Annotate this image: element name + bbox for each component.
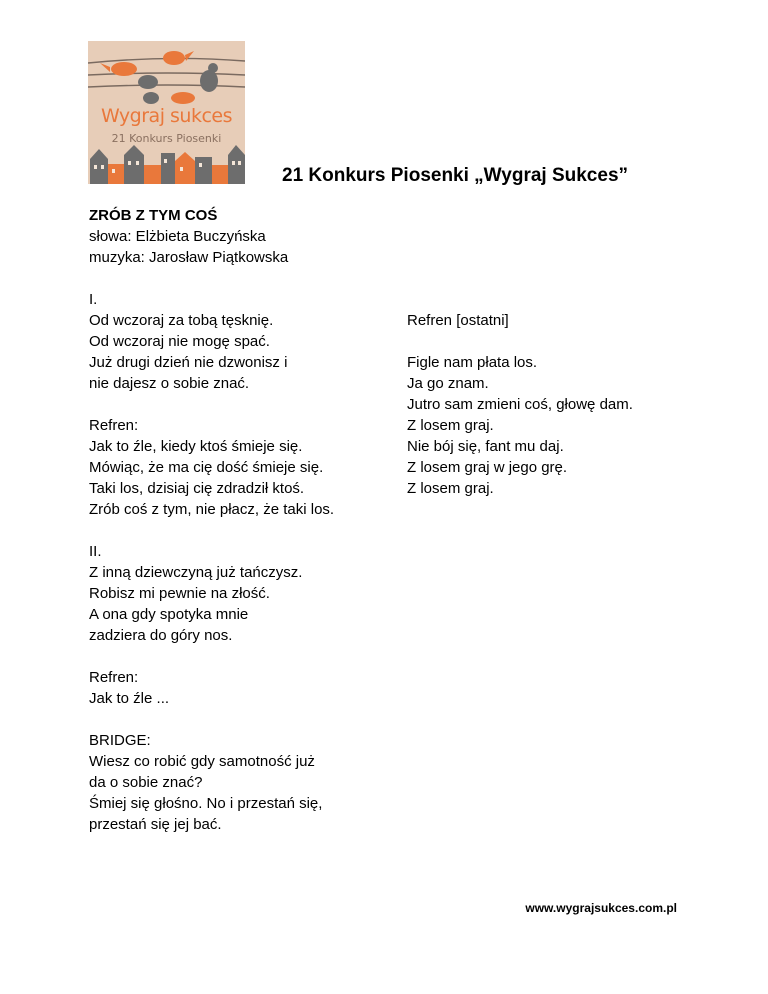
- lyric-line: Jutro sam zmieni coś, głowę dam.: [407, 396, 633, 413]
- lyrics-right-column: [407, 310, 707, 499]
- lyric-line: Zrób coś z tym, nie płacz, że taki los.: [89, 501, 335, 518]
- lyric-line: Jak to źle, kiedy ktoś śmieje się.: [89, 438, 303, 455]
- lyric-line: Jak to źle ...: [89, 690, 170, 707]
- verse-1-label: I.: [89, 291, 98, 308]
- lyric-line: Taki los, dzisiaj cię zdradził ktoś.: [89, 480, 305, 497]
- music-credit: muzyka: Jarosław Piątkowska: [89, 249, 289, 266]
- lyrics-credit: słowa: Elżbieta Buczyńska: [89, 228, 266, 245]
- lyric-line: Już drugi dzień nie dzwonisz i: [89, 354, 288, 371]
- song-title: ZRÓB Z TYM COŚ: [89, 207, 218, 224]
- contest-logo: [88, 41, 245, 184]
- lyric-line: Robisz mi pewnie na złość.: [89, 585, 270, 602]
- lyric-line: Mówiąc, że ma cię dość śmieje się.: [89, 459, 324, 476]
- footer-url: www.wygrajsukces.com.pl: [525, 901, 677, 915]
- bridge-label: BRIDGE:: [89, 732, 151, 749]
- lyric-line: Z losem graj.: [407, 480, 494, 497]
- lyric-line: Od wczoraj nie mogę spać.: [89, 333, 270, 350]
- lyric-line: Z inną dziewczyną już tańczysz.: [89, 564, 303, 581]
- lyric-line: nie dajesz o sobie znać.: [89, 375, 250, 392]
- lyric-line: Wiesz co robić gdy samotność już: [89, 753, 315, 770]
- lyric-line: A ona gdy spotyka mnie: [89, 606, 249, 623]
- final-refrain-label: Refren [ostatni]: [407, 312, 509, 329]
- lyric-line: Od wczoraj za tobą tęsknię.: [89, 312, 274, 329]
- page-title: 21 Konkurs Piosenki „Wygraj Sukces”: [282, 165, 629, 186]
- lyric-line: przestań się jej bać.: [89, 816, 222, 833]
- lyric-line: da o sobie znać?: [89, 774, 203, 791]
- lyrics-left-column: [89, 205, 389, 835]
- verse-2-label: II.: [89, 543, 102, 560]
- lyric-line: Z losem graj.: [407, 417, 494, 434]
- lyric-line: zadziera do góry nos.: [89, 627, 233, 644]
- refrain-2-label: Refren:: [89, 669, 139, 686]
- logo-subtitle: 21 Konkurs Piosenki: [111, 132, 222, 145]
- lyric-line: Ja go znam.: [407, 375, 489, 392]
- lyric-line: Śmiej się głośno. No i przestań się,: [89, 795, 323, 812]
- lyric-line: Nie bój się, fant mu daj.: [407, 438, 564, 455]
- lyric-line: Figle nam płata los.: [407, 354, 538, 371]
- lyric-line: Z losem graj w jego grę.: [407, 459, 568, 476]
- refrain-label: Refren:: [89, 417, 139, 434]
- logo-title: Wygraj sukces: [100, 105, 232, 127]
